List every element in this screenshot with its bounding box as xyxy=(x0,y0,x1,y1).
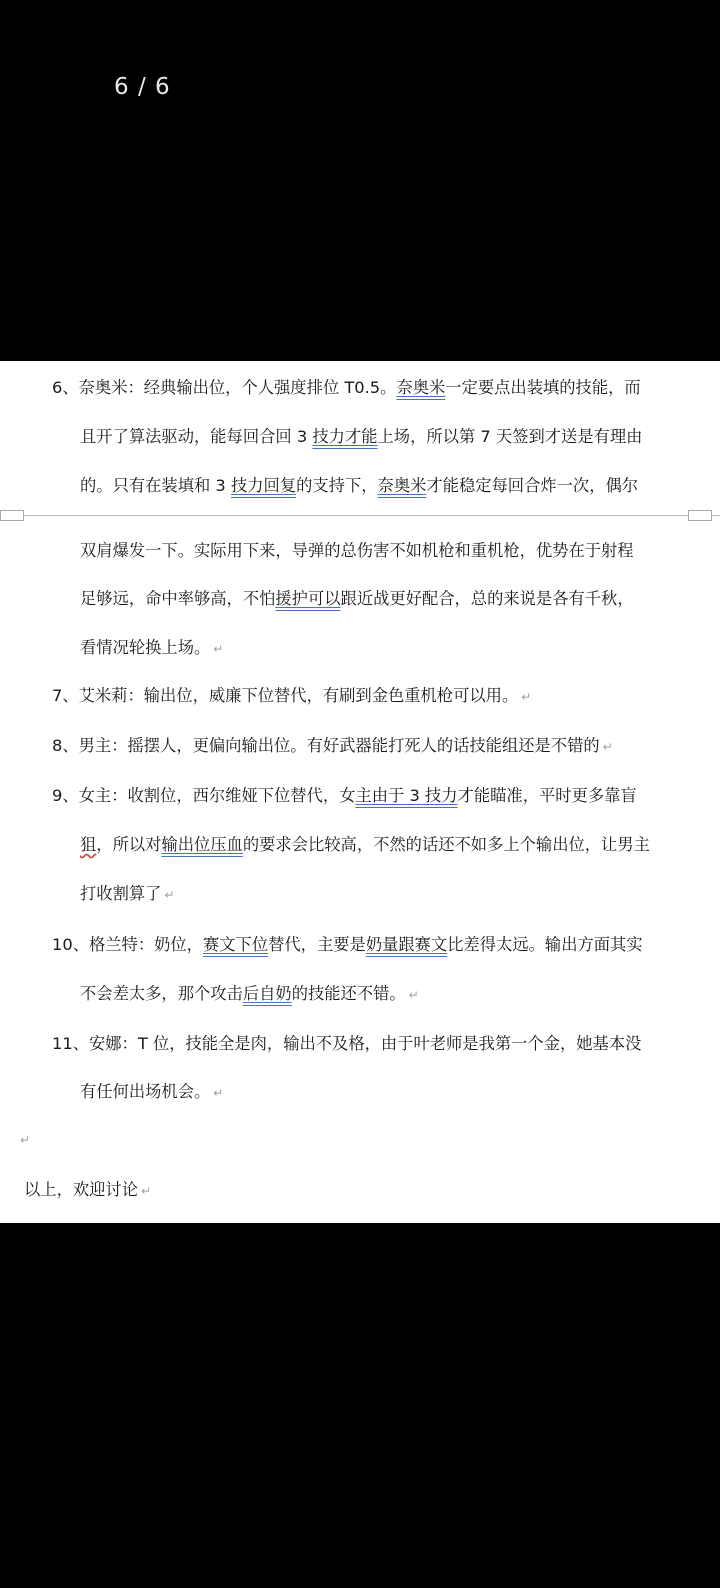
text-line xyxy=(80,831,650,855)
page-counter: 6 / 6 xyxy=(114,74,171,100)
text-run: 比差得太远。输出方面其实 xyxy=(447,935,643,954)
grammar-underline-text: 输出位压血 xyxy=(161,835,243,854)
text-line xyxy=(80,1078,223,1102)
grammar-underline-text: 奶量跟赛文 xyxy=(365,935,448,954)
paragraph-mark-icon: ↵ xyxy=(164,888,175,902)
text-line xyxy=(52,1030,641,1054)
text-line xyxy=(80,634,223,658)
grammar-underline-text: 技力回复 xyxy=(230,476,297,495)
text-run: 足够远，命中率够高，不怕 xyxy=(80,589,276,608)
text-run: ，所以对 xyxy=(96,835,162,854)
text-run: 9、女主：收割位，西尔维娅下位替代，女 xyxy=(52,786,356,805)
text-run: 打收割算了 xyxy=(80,884,162,903)
grammar-underline-text: 奈奥米 xyxy=(377,476,427,495)
grammar-underline-text: 赛文下位 xyxy=(202,935,269,954)
paragraph-mark-icon: ↵ xyxy=(408,988,419,1002)
text-run: 10、格兰特：奶位， xyxy=(52,935,203,954)
paragraph-mark-icon: ↵ xyxy=(602,740,613,754)
text-run: 才能稳定每回合炸一次，偶尔 xyxy=(426,476,639,495)
list-item-7 xyxy=(52,682,531,706)
text-run: 7、艾米莉：输出位，威廉下位替代，有刷到金色重机枪可以用。 xyxy=(52,686,519,705)
text-run: 上场，所以第 7 天签到才送是有理由 xyxy=(377,427,643,446)
text-run: 替代，主要是 xyxy=(268,935,366,954)
text-run: 一定要点出装填的技能，而 xyxy=(445,378,641,397)
spelling-underline-text: 狙 xyxy=(80,835,97,854)
paragraph-mark-icon: ↵ xyxy=(521,690,532,704)
text-line xyxy=(80,880,174,904)
grammar-underline-text: 技力才能 xyxy=(312,427,378,446)
text-line xyxy=(80,537,634,561)
text-line xyxy=(52,782,637,806)
grammar-underline-text: 主由于 3 技力 xyxy=(355,786,458,805)
grammar-underline-text: 后自奶 xyxy=(242,984,292,1003)
paragraph-mark-icon: ↵ xyxy=(213,642,224,656)
text-run: 的。只有在装填和 3 xyxy=(80,476,231,495)
empty-paragraph xyxy=(20,1129,30,1148)
page-corner-right xyxy=(688,510,712,521)
text-run: 看情况轮换上场。 xyxy=(80,638,211,657)
text-run: 6、奈奥米：经典输出位，个人强度排位 T0.5。 xyxy=(52,378,397,397)
closing-paragraph xyxy=(24,1176,151,1200)
text-run: 不会差太多，那个攻击 xyxy=(80,984,243,1003)
paragraph-mark-icon: ↵ xyxy=(20,1133,31,1147)
paragraph-mark-icon: ↵ xyxy=(140,1184,152,1198)
text-line xyxy=(80,423,642,447)
text-run: 8、男主：摇摆人，更偏向输出位。有好武器能打死人的话技能组还是不错的 xyxy=(52,736,600,755)
text-line xyxy=(52,931,643,955)
text-line xyxy=(80,585,634,609)
text-run: 的技能还不错。 xyxy=(291,984,406,1003)
text-line xyxy=(80,472,638,496)
document-page[interactable] xyxy=(0,361,720,1223)
text-run: 的支持下， xyxy=(296,476,378,495)
text-run: 且开了算法驱动，能每回合回 3 xyxy=(80,427,313,446)
text-run: 跟近战更好配合，总的来说是各有千秋， xyxy=(340,589,634,608)
paragraph-mark-icon: ↵ xyxy=(213,1086,224,1100)
text-run: 双肩爆发一下。实际用下来，导弹的总伤害不如机枪和重机枪，优势在于射程 xyxy=(80,541,634,560)
text-line xyxy=(52,374,641,398)
text-line xyxy=(80,980,419,1004)
grammar-underline-text: 奈奥米 xyxy=(396,378,446,397)
grammar-underline-text: 援护可以 xyxy=(275,589,341,608)
text-run: 11、安娜：T 位，技能全是肉，输出不及格，由于叶老师是我第一个金，她基本没 xyxy=(52,1034,642,1053)
text-run: 以上，欢迎讨论 xyxy=(24,1180,138,1199)
text-run: 才能瞄准，平时更多靠盲 xyxy=(457,786,637,805)
page-corner-left xyxy=(0,510,24,521)
text-run: 的要求会比较高，不然的话还不如多上个输出位，让男主 xyxy=(242,835,650,854)
list-item-8 xyxy=(52,732,613,756)
page-break-divider xyxy=(0,515,720,516)
text-run: 有任何出场机会。 xyxy=(80,1082,211,1101)
